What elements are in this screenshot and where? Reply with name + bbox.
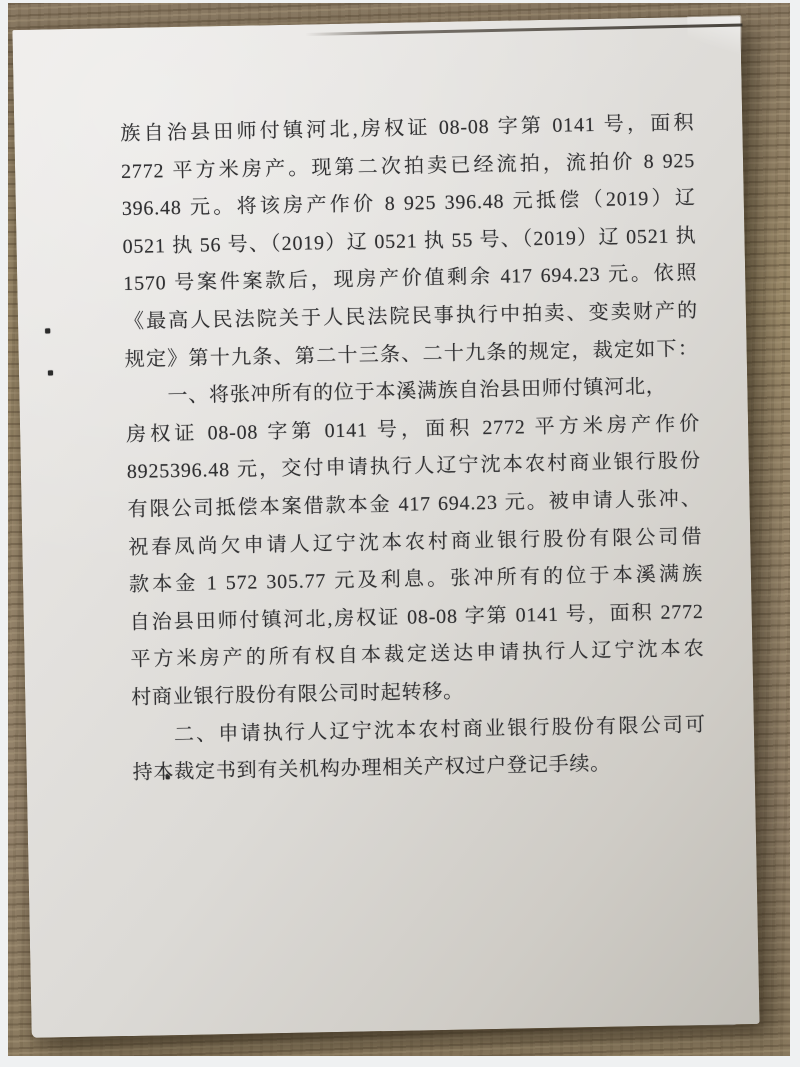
- text-line: 8925396.48 元，交付申请执行人辽宁沈本农村商业银行股份: [126, 450, 702, 484]
- text-line: 2772 平方米房产。现第二次拍卖已经流拍，流拍价 8 925: [120, 149, 696, 183]
- text-line: 祝春凤尚欠申请人辽宁沈本农村商业银行股份有限公司借: [128, 525, 703, 559]
- ink-speck: [45, 328, 50, 333]
- document-page: [12, 16, 759, 1038]
- text-line: 族自治县田师付镇河北,房权证 08-08 字第 0141 号，面积: [120, 112, 695, 146]
- text-line: 二、申请执行人辽宁沈本农村商业银行股份有限公司可: [173, 713, 707, 746]
- text-line: 村商业银行股份有限公司时起转移。: [131, 680, 465, 709]
- ink-speck: [48, 370, 53, 375]
- text-line: 0521 执 56 号、（2019）辽 0521 执 55 号、（2019）辽 0521 执: [122, 224, 697, 258]
- text-line: 有限公司抵偿本案借款本金 417 694.23 元。被申请人张冲、: [127, 487, 702, 521]
- wooden-desk-background: [8, 3, 790, 1056]
- text-line: 规定》第十九条、第二十三条、二十九条的规定，裁定如下：: [124, 337, 699, 371]
- text-line: 自治县田师付镇河北,房权证 08-08 字第 0141 号，面积 2772: [129, 600, 704, 634]
- text-line: 款本金 1 572 305.77 元及利息。张冲所有的位于本溪满族: [128, 563, 704, 597]
- text-line: 房权证 08-08 字第 0141 号，面积 2772 平方米房产作价: [125, 412, 701, 446]
- text-line: 1570 号案件案款后，现房产价值剩余 417 694.23 元。依照: [123, 262, 698, 296]
- text-line: 持本裁定书到有关机构办理相关产权过户登记手续。: [132, 752, 612, 785]
- text-line: 平方米房产的所有权自本裁定送达申请执行人辽宁沈本农: [130, 638, 705, 672]
- stacked-pages-edge-line: [306, 23, 743, 35]
- document-text: [120, 105, 707, 793]
- text-line: 一、将张冲所有的位于本溪满族自治县田师付镇河北，: [167, 375, 667, 408]
- paper-corner-curl: [687, 15, 742, 56]
- text-line: 396.48 元。将该房产作价 8 925 396.48 元抵偿（2019）辽: [121, 187, 696, 221]
- text-line: 《最高人民法院关于人民法院民事执行中拍卖、变卖财产的: [123, 299, 699, 333]
